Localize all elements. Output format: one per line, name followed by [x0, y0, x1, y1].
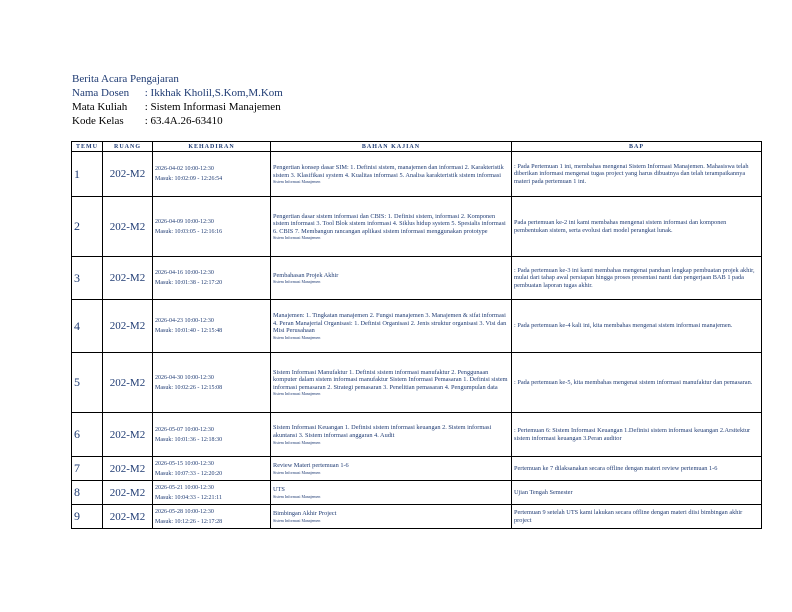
check-in-time: Masuk: 10:01:38 - 12:17:20: [155, 280, 223, 286]
table-row: [72, 257, 762, 300]
study-material: Sistem Informasi Keuangan 1. Definisi sistem informasi keuangan 2. Sistem informasi akuntansi 3. Sistem informasi anggaran 4. Audit: [273, 424, 492, 439]
schedule-time: 2026-05-15 10:00-12:30: [155, 460, 214, 467]
column-header-bahan-kajian: BAHAN KAJIAN: [271, 142, 512, 152]
lecturer-row: [72, 86, 283, 100]
meeting-number: 7: [72, 457, 103, 481]
table-row: [72, 152, 762, 197]
meeting-number: 8: [72, 481, 103, 505]
room: 202-M2: [103, 413, 153, 457]
bap-note: Pertemuan ke 7 dilaksanakan secara offline dengan materi review pertemuan 1-6: [512, 457, 762, 481]
table-row: [72, 300, 762, 353]
schedule-time: 2026-04-02 10:00-12:30: [155, 166, 214, 172]
bap-note: : Pada pertemuan ke-5, kita membahas mengenai sistem informasi manufaktur dan pemasaran.: [512, 353, 762, 413]
study-material: Pengertian dasar sistem informasi dan CBIS: 1. Definisi sistem, informasi 2. Komponen sistem informasi 3. Tool Blok sistem informasi 4. Siklus hidup system 5. Spesialis informasi 6. CBIS 7. Membangun rancangan aplikasi sistem informasi menggunakan prototype: [273, 212, 506, 235]
study-material: Pengertian konsep dasar SIM: 1. Definisi sistem, manajemen dan informasi 2. Karakteristik sistem 3. Klasifikasi system 4. Kualitas informasi 5. Analisa karakteristik sistem informasi: [273, 163, 504, 179]
study-material-cell: [271, 152, 512, 197]
schedule-time: 2026-05-07 10:00-12:30: [155, 426, 214, 433]
study-material-cell: [271, 257, 512, 300]
attendance-cell: [153, 457, 271, 481]
room: 202-M2: [103, 152, 153, 197]
study-material-cell: [271, 505, 512, 529]
column-header-kehadiran: KEHADIRAN: [153, 142, 271, 152]
bap-note: : Pertemuan 6: Sistem Informasi Keuangan 1.Definisi sistem informasi keuangan 2.Arsitektur sistem informasi keuangan 3.Peran auditor: [512, 413, 762, 457]
table-row: [72, 197, 762, 257]
attendance-cell: [153, 481, 271, 505]
column-header-bap: BAP: [512, 142, 762, 152]
study-material-cell: [271, 300, 512, 353]
course-note: Sistem Informasi Manajemen: [273, 469, 321, 475]
meeting-number: 9: [72, 505, 103, 529]
room: 202-M2: [103, 197, 153, 257]
study-material: Pembahasan Projek Akhir: [273, 271, 339, 279]
room: 202-M2: [103, 505, 153, 529]
attendance-cell: [153, 152, 271, 197]
attendance-table: [71, 141, 762, 529]
class-code-value: : 63.4A.26-63410: [144, 115, 223, 127]
course-note: Sistem Informasi Manajemen: [273, 279, 321, 285]
schedule-time: 2026-04-09 10:00-12:30: [155, 218, 214, 225]
study-material-cell: [271, 457, 512, 481]
table-row: [72, 505, 762, 529]
check-in-time: Masuk: 10:01:36 - 12:18:30: [155, 436, 223, 443]
document-title: Berita Acara Pengajaran: [72, 73, 179, 85]
lecturer-label: Nama Dosen: [72, 87, 130, 99]
column-header-ruang: RUANG: [103, 142, 153, 152]
meeting-number: 3: [72, 257, 103, 300]
room: 202-M2: [103, 300, 153, 353]
schedule-time: 2026-05-28 10:00-12:30: [155, 508, 214, 515]
table-row: [72, 353, 762, 413]
bap-note: : Pada pertemuan ke-3 ini kami membahas mengenai panduan lengkap pembuatan projek akhir, mulai dari tahap awal persiapan hingga proses presentasi nanti dan pengerjaan BAB 1 pada pembuatan laporan tugas akhir.: [512, 257, 762, 300]
study-material-cell: [271, 413, 512, 457]
schedule-time: 2026-04-30 10:00-12:30: [155, 374, 214, 381]
room: 202-M2: [103, 257, 153, 300]
schedule-time: 2026-04-23 10:00-12:30: [155, 318, 214, 324]
attendance-cell: [153, 505, 271, 529]
schedule-time: 2026-05-21 10:00-12:30: [155, 484, 214, 491]
schedule-time: 2026-04-16 10:00-12:30: [155, 270, 214, 276]
course-note: Sistem Informasi Manajemen: [273, 517, 321, 523]
attendance-cell: [153, 257, 271, 300]
attendance-cell: [153, 197, 271, 257]
course-note: Sistem Informasi Manajemen: [273, 334, 321, 340]
attendance-cell: [153, 413, 271, 457]
table-body: [72, 152, 762, 529]
meeting-number: 1: [72, 152, 103, 197]
course-note: Sistem Informasi Manajemen: [273, 235, 321, 241]
column-header-temu: TEMU: [72, 142, 103, 152]
lecturer-value: : Ikkhak Kholil,S.Kom,M.Kom: [144, 87, 283, 99]
attendance-cell: [153, 300, 271, 353]
study-material-cell: [271, 197, 512, 257]
class-code-row: [72, 114, 283, 128]
table-row: [72, 413, 762, 457]
course-note: Sistem Informasi Manajemen: [273, 493, 321, 499]
bap-note: : Pada Pertemuan 1 ini, membahas mengenai Sistem Informasi Manajemen. Mahasiswa telah diberikan informasi mengenai tugas project yang harus dibuatnya dan telah terampaikannya materi pada pertemuan 1 ini.: [512, 152, 762, 197]
study-material: Review Materi pertemuan 1-6: [273, 462, 349, 470]
study-material-cell: [271, 481, 512, 505]
study-material: Bimbingan Akhir Project: [273, 510, 337, 518]
table-row: [72, 481, 762, 505]
study-material: Sistem Informasi Manufaktur 1. Definisi sistem informasi manufaktur 2. Penggunaan komputer dalam sistem informasi manufaktur Sistem Informasi Pemasaran 1. Definisi sistem informasi pemasaran 2. Strategi pemasaran 3. Penelitian pemasaran 4. Pengumpulan data: [273, 368, 508, 391]
table-row: [72, 457, 762, 481]
room: 202-M2: [103, 457, 153, 481]
study-material-cell: [271, 353, 512, 413]
course-label: Mata Kuliah: [72, 101, 128, 113]
bap-note: Pada pertemuan ke-2 ini kami membahas mengenai sistem informasi dan komponen pembentukan sistem, serta evolusi dari model perangkat lunak.: [512, 197, 762, 257]
study-material: UTS: [273, 486, 285, 494]
class-code-label: Kode Kelas: [72, 115, 124, 127]
check-in-time: Masuk: 10:12:26 - 12:17:28: [155, 518, 223, 525]
check-in-time: Masuk: 10:07:33 - 12:20:20: [155, 470, 223, 477]
meeting-number: 6: [72, 413, 103, 457]
bap-note: : Pada pertemuan ke-4 kali ini, kita membahas mengenai sistem informasi manajemen.: [512, 300, 762, 353]
check-in-time: Masuk: 10:02:09 - 12:26:54: [155, 176, 223, 182]
check-in-time: Masuk: 10:03:05 - 12:16:16: [155, 228, 223, 235]
meeting-number: 4: [72, 300, 103, 353]
course-row: [72, 100, 283, 114]
bap-note: Pertemuan 9 setelah UTS kami lakukan secara offline dengan materi diisi bimbingan akhir project: [512, 505, 762, 529]
table-header-row: [72, 142, 762, 152]
course-note: Sistem Informasi Manajemen: [273, 439, 321, 445]
meeting-number: 2: [72, 197, 103, 257]
study-material: Manajemen: 1. Tingkatan manajemen 2. Fungsi manajemen 3. Manajemen & sifat informasi 4. Peran Manajerial Organisasi: 1. Definisi Organisasi 2. Jenis struktur organisasi 3. Visi dan Misi Perusahaan: [273, 312, 507, 335]
bap-note: Ujian Tengah Semester: [512, 481, 762, 505]
check-in-time: Masuk: 10:01:40 - 12:15:48: [155, 328, 223, 334]
course-value: : Sistem Informasi Manajemen: [144, 101, 281, 113]
room: 202-M2: [103, 481, 153, 505]
check-in-time: Masuk: 10:02:26 - 12:15:08: [155, 384, 223, 391]
document-header: [72, 72, 283, 128]
meeting-number: 5: [72, 353, 103, 413]
check-in-time: Masuk: 10:04:33 - 12:21:11: [155, 494, 222, 501]
course-note: Sistem Informasi Manajemen: [273, 391, 321, 397]
course-note: Sistem Informasi Manajemen: [273, 179, 321, 185]
room: 202-M2: [103, 353, 153, 413]
attendance-cell: [153, 353, 271, 413]
